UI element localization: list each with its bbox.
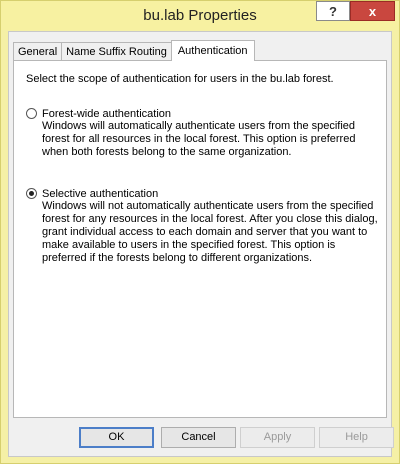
context-help-button[interactable]: ?: [316, 1, 350, 21]
selective-option: [26, 187, 376, 265]
button-row: [9, 427, 393, 452]
selective-label[interactable]: Selective authentication: [42, 187, 159, 200]
ok-button[interactable]: OK: [79, 427, 154, 448]
selective-radio[interactable]: [26, 188, 37, 199]
help-button[interactable]: Help: [319, 427, 394, 448]
close-button[interactable]: x: [350, 1, 395, 21]
tab-general[interactable]: General: [13, 42, 62, 60]
forest-wide-radio[interactable]: [26, 108, 37, 119]
tab-strip: [13, 40, 254, 60]
title-bar[interactable]: [1, 1, 399, 30]
forest-wide-label[interactable]: Forest-wide authentication: [42, 107, 172, 120]
selective-radio-row[interactable]: [26, 187, 376, 200]
intro-text: Select the scope of authentication for users in the bu.lab forest.: [26, 73, 334, 85]
authentication-panel: [13, 60, 387, 418]
dialog-body: [8, 31, 392, 457]
cancel-button[interactable]: Cancel: [161, 427, 236, 448]
window-title: bu.lab Properties: [143, 7, 257, 24]
tab-authentication[interactable]: Authentication: [171, 40, 255, 61]
forest-wide-description: Windows will automatically authenticate users from the specified forest for all resources in the local forest. This option is preferred when both forests belong to the same organization.: [42, 120, 356, 158]
selective-description: Windows will not automatically authenticate users from the specified forest for any resources in the local forest. After you close this dialog, grant individual access to each domain and server that you want to make available to users in the specified forest. This option is preferred if the forests belong to different organizations.: [42, 200, 378, 264]
forest-wide-radio-row[interactable]: [26, 107, 376, 120]
apply-button[interactable]: Apply: [240, 427, 315, 448]
forest-wide-option: [26, 107, 376, 159]
tab-name-suffix-routing[interactable]: Name Suffix Routing: [61, 42, 172, 60]
